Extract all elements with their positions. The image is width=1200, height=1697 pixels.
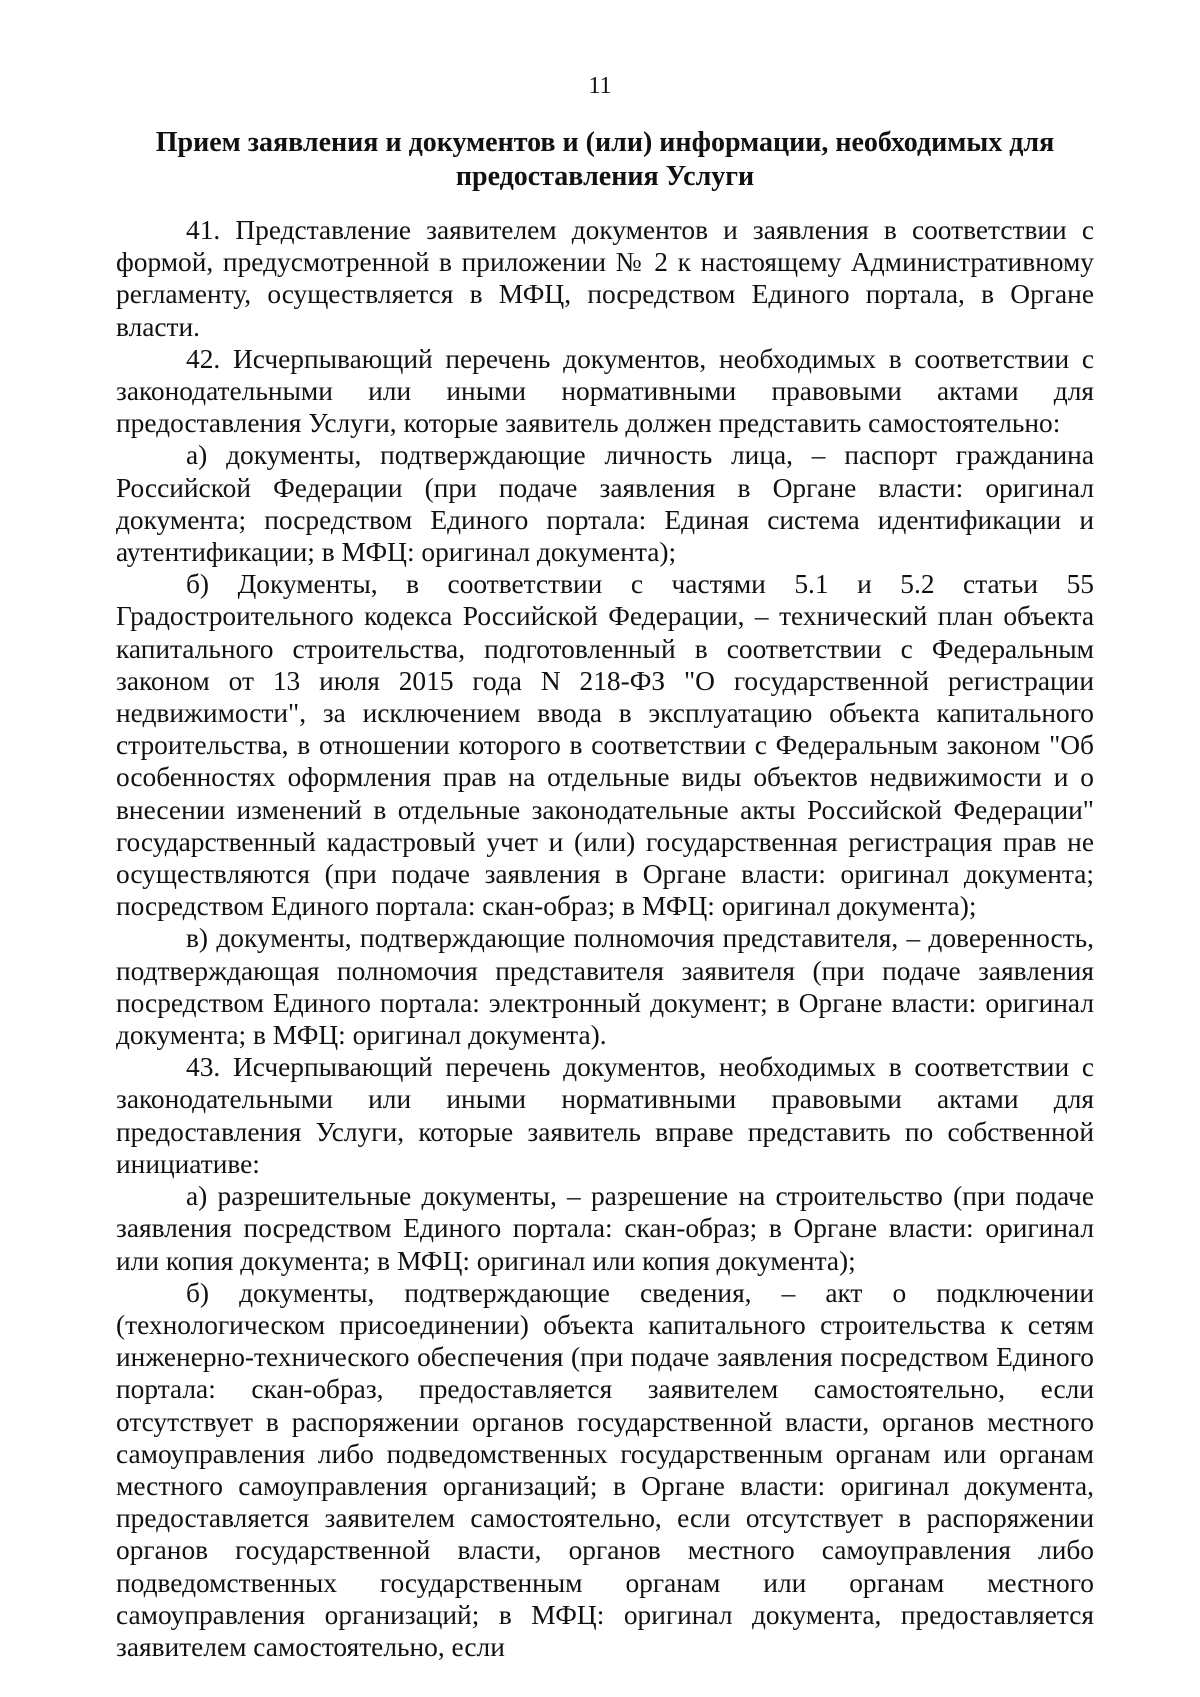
paragraph-42-item-v: в) документы, подтверждающие полномочия представителя, – доверенность, подтверждающая полномочия представителя заявителя (при подаче заявления посредством Единого портала: электронный документ; в Органе власти: оригинал документа; в МФЦ: оригинал документа). — [116, 923, 1094, 1051]
page-number: 11 — [588, 73, 612, 99]
paragraph-42-item-a: а) документы, подтверждающие личность лица, – паспорт гражданина Российской Федерации (при подаче заявления в Органе власти: оригинал документа; посредством Единого портала: Единая система идентификации и аутентификации; в МФЦ: оригинал документа); — [116, 440, 1094, 568]
section-heading — [110, 126, 1100, 194]
paragraph-42-item-b: б) Документы, в соответствии с частями 5.1 и 5.2 статьи 55 Градостроительного кодекса Российской Федерации, – технический план объекта капитального строительства, подготовленный в соответствии с Федеральным законом от 13 июля 2015 года N 218-ФЗ "О государственной регистрации недвижимости", за исключением ввода в эксплуатацию объекта капитального строительства, в отношении которого в соответствии с Федеральным законом "Об особенностях оформления прав на отдельные виды объектов недвижимости и о внесении изменений в отдельные законодательные акты Российской Федерации" государственный кадастровый учет и (или) государственная регистрация прав не осуществляются (при подаче заявления в Органе власти: оригинал документа; посредством Единого портала: скан-образ; в МФЦ: оригинал документа); — [116, 569, 1094, 922]
paragraph-43-item-a: а) разрешительные документы, – разрешение на строительство (при подаче заявления посредством Единого портала: скан-образ; в Органе власти: оригинал или копия документа; в МФЦ: оригинал или копия документа); — [116, 1181, 1094, 1276]
section-heading-line-1: Прием заявления и документов и (или) информации, необходимых для — [155, 127, 1055, 158]
paragraph-42: 42. Исчерпывающий перечень документов, необходимых в соответствии с законодательными или иными нормативными правовыми актами для предоставления Услуги, которые заявитель должен представить самостоятельно: — [116, 343, 1094, 439]
document-body — [116, 214, 1094, 1663]
paragraph-43: 43. Исчерпывающий перечень документов, необходимых в соответствии с законодательными или иными нормативными правовыми актами для предоставления Услуги, которые заявитель вправе представить по собственной инициативе: — [116, 1052, 1094, 1179]
paragraph-41: 41. Представление заявителем документов и заявления в соответствии с формой, предусмотренной в приложении № 2 к настоящему Административному регламенту, осуществляется в МФЦ, посредством Единого портала, в Органе власти. — [116, 215, 1094, 342]
section-heading-line-2: предоставления Услуги — [455, 161, 755, 192]
paragraph-43-item-b: б) документы, подтверждающие сведения, – акт о подключении (технологическом присоединении) объекта капитального строительства к сетям инженерно-технического обеспечения (при подаче заявления посредством Единого портала: скан-образ, предоставляется заявителем самостоятельно, если отсутствует в распоряжении органов государственной власти, органов местного самоуправления либо подведомственных государственным органам или органам местного самоуправления организаций; в Органе власти: оригинал документа, предоставляется заявителем самостоятельно, если отсутствует в распоряжении органов государственной власти, органов местного самоуправления либо подведомственных государственным органам или органам местного самоуправления организаций; в МФЦ: оригинал документа, предоставляется заявителем самостоятельно, если — [116, 1277, 1094, 1662]
